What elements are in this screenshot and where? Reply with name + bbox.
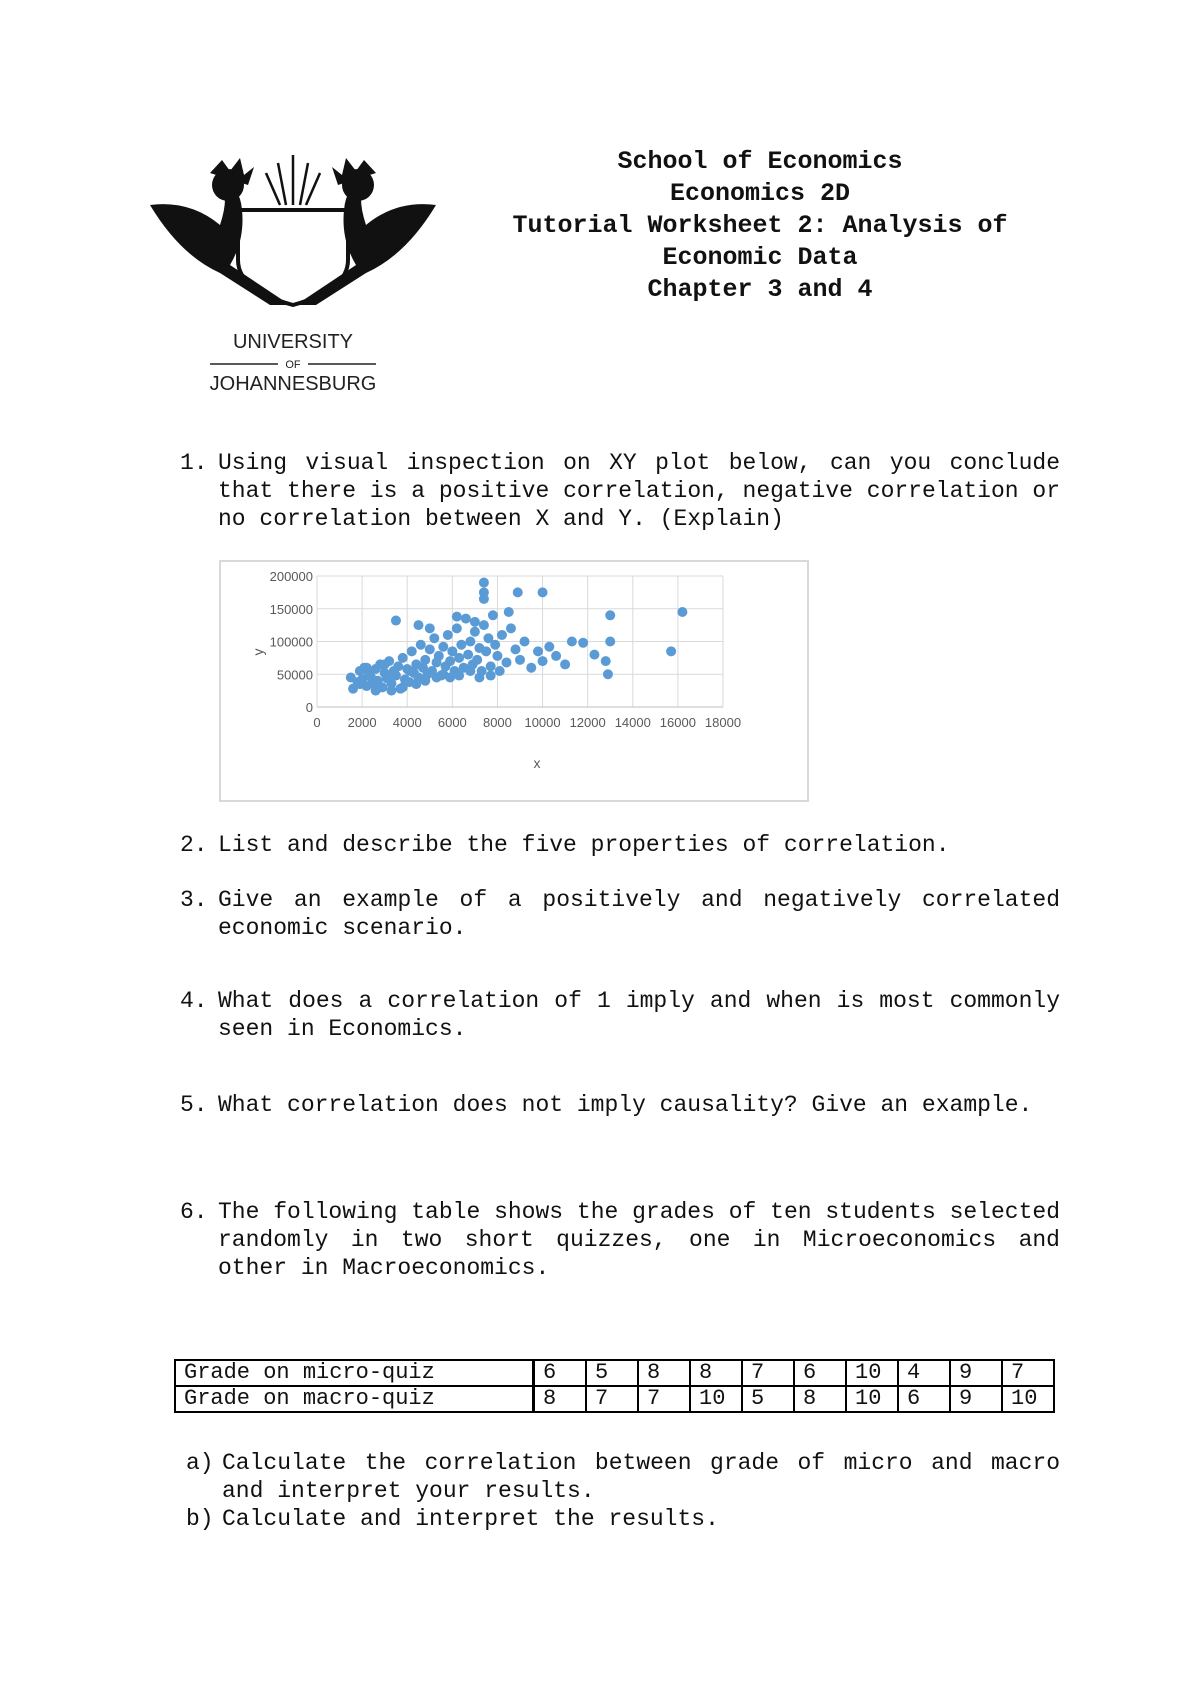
- scatter-point: [465, 637, 475, 647]
- scatter-point: [492, 651, 502, 661]
- scatter-point: [551, 651, 561, 661]
- header-school: School of Economics: [617, 147, 903, 176]
- table-cell: 7: [586, 1386, 638, 1412]
- scatter-point: [479, 594, 489, 604]
- question-number: 2.: [180, 832, 208, 858]
- header-title: Tutorial Worksheet 2: Analysis of: [512, 211, 1008, 240]
- logo-line3: JOHANNESBURG: [209, 373, 377, 395]
- table-row-macro: [175, 1386, 1054, 1412]
- table-cell: 10: [690, 1386, 742, 1412]
- question-2: [180, 831, 1060, 859]
- scatter-point: [393, 661, 403, 671]
- y-tick-label: 50000: [276, 667, 313, 683]
- scatter-point: [463, 650, 473, 660]
- question-number: 4.: [180, 988, 208, 1014]
- scatter-point: [495, 666, 505, 676]
- scatter-point: [391, 671, 401, 681]
- x-tick-label: 10000: [524, 715, 561, 730]
- scatter-point: [486, 671, 496, 681]
- y-tick-label: 0: [305, 700, 313, 715]
- scatter-point: [504, 607, 514, 617]
- table-cell: 5: [586, 1360, 638, 1386]
- table-cell: 9: [950, 1360, 1002, 1386]
- question-number: 6.: [180, 1199, 208, 1225]
- scatter-point: [429, 633, 439, 643]
- question-number: 1.: [180, 450, 208, 476]
- table-cell: 8: [534, 1386, 587, 1412]
- y-tick-label: 150000: [269, 601, 313, 617]
- x-tick-label: 4000: [392, 715, 422, 730]
- question-5: [180, 1091, 1060, 1119]
- x-tick-label: 16000: [659, 715, 696, 730]
- header-chapter: Chapter 3 and 4: [647, 275, 873, 304]
- header-title-cont: Economic Data: [662, 243, 858, 272]
- scatter-point: [434, 651, 444, 661]
- logo-emblem: [150, 155, 440, 405]
- scatter-point: [666, 646, 676, 656]
- scatter-point: [380, 659, 390, 669]
- question-text: List and describe the five properties of correlation.: [218, 832, 950, 858]
- scatter-point: [438, 642, 448, 652]
- scatter-point: [398, 653, 408, 663]
- scatter-point: [488, 610, 498, 620]
- sub-question-text: Calculate and interpret the results.: [222, 1506, 719, 1532]
- scatter-point: [578, 638, 588, 648]
- x-tick-label: 12000: [569, 715, 606, 730]
- scatter-point: [454, 671, 464, 681]
- scatter-point: [454, 653, 464, 663]
- table-cell: 5: [742, 1386, 794, 1412]
- scatter-point: [560, 659, 570, 669]
- table-cell: 10: [846, 1360, 898, 1386]
- sub-questions: [186, 1449, 1060, 1533]
- question-number: 5.: [180, 1092, 208, 1118]
- row-label: Grade on micro-quiz: [175, 1360, 534, 1386]
- grades-table: [174, 1359, 1055, 1413]
- scatter-point: [404, 666, 414, 676]
- scatter-point: [497, 630, 507, 640]
- question-text: The following table shows the grades of ten students selected randomly in two short quizzes, one in Microeconomics and other in Macroeconomics.: [218, 1199, 1060, 1281]
- row-label: Grade on macro-quiz: [175, 1386, 534, 1412]
- scatter-point: [510, 644, 520, 654]
- scatter-point: [677, 607, 687, 617]
- scatter-point: [481, 646, 491, 656]
- x-tick-label: 8000: [482, 715, 512, 730]
- scatter-point: [391, 616, 401, 626]
- logo-line2: OF: [285, 359, 301, 371]
- x-tick-label: 18000: [704, 715, 742, 730]
- scatter-point: [520, 637, 530, 647]
- scatter-point: [362, 663, 372, 673]
- sub-question-b: [186, 1505, 1060, 1533]
- table-cell: 7: [742, 1360, 794, 1386]
- question-3: [180, 886, 1060, 942]
- scatter-point: [538, 587, 548, 597]
- table-cell: 10: [846, 1386, 898, 1412]
- scatter-point: [445, 673, 455, 683]
- question-6: [180, 1198, 1060, 1282]
- scatter-point: [425, 644, 435, 654]
- question-4: [180, 987, 1060, 1043]
- scatter-point: [479, 620, 489, 630]
- scatter-point: [605, 637, 615, 647]
- table-row-micro: [175, 1360, 1054, 1386]
- scatter-point: [355, 679, 365, 689]
- x-axis-label: x: [533, 755, 541, 771]
- table-cell: 6: [794, 1360, 846, 1386]
- scatter-point: [501, 657, 511, 667]
- question-text: What correlation does not imply causality? Give an example.: [218, 1092, 1033, 1118]
- question-number: 3.: [180, 887, 208, 913]
- scatter-point: [414, 620, 424, 630]
- scatter-point: [601, 656, 611, 666]
- scatter-point: [420, 676, 430, 686]
- scatter-point: [479, 578, 489, 588]
- scatter-point: [386, 686, 396, 696]
- table-cell: 6: [898, 1386, 950, 1412]
- logo-line1: UNIVERSITY: [232, 331, 354, 353]
- scatter-point: [486, 661, 496, 671]
- table-cell: 6: [534, 1360, 587, 1386]
- scatter-point: [443, 630, 453, 640]
- scatter-point: [470, 617, 480, 627]
- table-cell: 8: [638, 1360, 690, 1386]
- sub-question-label: b): [186, 1506, 214, 1532]
- scatter-point: [470, 627, 480, 637]
- table-cell: 7: [638, 1386, 690, 1412]
- scatter-point: [398, 682, 408, 692]
- y-tick-label: 200000: [269, 569, 313, 584]
- header-course: Economics 2D: [669, 179, 851, 208]
- scatter-point: [472, 655, 482, 665]
- scatter-point: [474, 673, 484, 683]
- x-tick-label: 2000: [347, 715, 377, 730]
- worksheet-header: [470, 146, 1050, 306]
- sub-question-label: a): [186, 1450, 214, 1476]
- x-tick-label: 6000: [437, 715, 467, 730]
- scatter-point: [411, 679, 421, 689]
- scatter-point: [533, 646, 543, 656]
- scatter-point: [461, 614, 471, 624]
- scatter-point: [371, 686, 381, 696]
- table-cell: 9: [950, 1386, 1002, 1412]
- scatter-point: [506, 623, 516, 633]
- scatter-point: [544, 642, 554, 652]
- scatter-point: [407, 646, 417, 656]
- scatter-chart: [219, 560, 809, 802]
- scatter-point: [526, 663, 536, 673]
- y-axis-label: y: [250, 648, 266, 656]
- table-cell: 10: [1002, 1386, 1054, 1412]
- scatter-point: [452, 612, 462, 622]
- scatter-point: [456, 640, 466, 650]
- y-tick-label: 100000: [269, 634, 313, 650]
- question-1: [180, 449, 1060, 533]
- scatter-point: [603, 669, 613, 679]
- table-cell: 8: [794, 1386, 846, 1412]
- scatter-point: [425, 623, 435, 633]
- scatter-point: [452, 623, 462, 633]
- question-text: What does a correlation of 1 imply and when is most commonly seen in Economics.: [218, 988, 1060, 1042]
- sub-question-text: Calculate the correlation between grade of micro and macro and interpret your results.: [222, 1450, 1060, 1504]
- scatter-point: [465, 666, 475, 676]
- university-logo: [150, 155, 440, 405]
- scatter-point: [515, 655, 525, 665]
- table-cell: 8: [690, 1360, 742, 1386]
- table-cell: 7: [1002, 1360, 1054, 1386]
- sub-question-a: [186, 1449, 1060, 1505]
- question-text: Using visual inspection on XY plot below, can you conclude that there is a positive correlation, negative correlation or no correlation between X and Y. (Explain): [218, 450, 1060, 532]
- x-tick-label: 0: [313, 715, 321, 730]
- scatter-point: [490, 640, 500, 650]
- scatter-point: [567, 637, 577, 647]
- x-tick-label: 14000: [614, 715, 651, 730]
- scatter-point: [538, 656, 548, 666]
- scatter-point: [445, 656, 455, 666]
- chart-svg: [221, 562, 807, 800]
- scatter-point: [589, 650, 599, 660]
- scatter-point: [420, 655, 430, 665]
- table-cell: 4: [898, 1360, 950, 1386]
- scatter-point: [605, 610, 615, 620]
- question-text: Give an example of a positively and negatively correlated economic scenario.: [218, 887, 1060, 941]
- scatter-point: [513, 587, 523, 597]
- scatter-point: [416, 640, 426, 650]
